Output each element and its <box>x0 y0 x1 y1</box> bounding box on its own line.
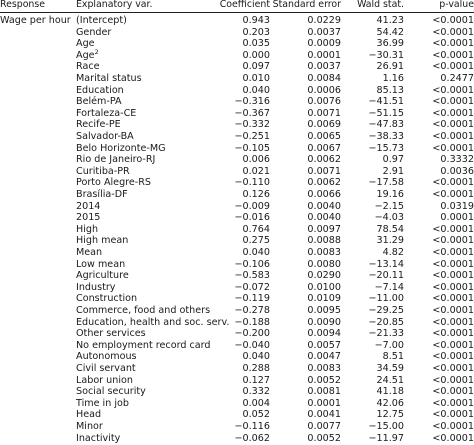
wald-stat-cell: 19.16 <box>376 189 404 200</box>
explanatory-var-text: Head <box>76 409 102 421</box>
p-value-cell: 0.3332 <box>440 154 474 166</box>
table-row <box>0 432 474 445</box>
standard-error-cell: 0.0229 <box>307 15 341 26</box>
wald-stat-cell: 8.51 <box>382 351 404 363</box>
table-header <box>0 0 474 11</box>
standard-error-cell: 0.0052 <box>307 374 341 386</box>
explanatory-var-text: Gender <box>76 26 112 38</box>
standard-error-cell: 0.0100 <box>307 281 341 293</box>
coefficient-cell: 0.040 <box>242 84 270 96</box>
coefficient-cell: −0.332 <box>234 119 270 131</box>
wald-stat-cell: 2.91 <box>382 165 404 177</box>
coefficient-cell: −0.116 <box>234 421 270 432</box>
wald-stat-cell: 0.97 <box>382 154 404 166</box>
explanatory-var-text: Other services <box>76 328 146 340</box>
wald-stat-cell: −21.33 <box>368 328 404 340</box>
coefficient-cell: 0.010 <box>242 73 270 84</box>
explanatory-var-text: Low mean <box>76 258 126 270</box>
coefficient-cell: −0.200 <box>234 328 270 340</box>
coefficient-cell: −0.062 <box>234 432 270 444</box>
standard-error-cell: 0.0037 <box>307 61 341 73</box>
explanatory-var-text: Construction <box>76 293 138 305</box>
standard-error-cell: 0.0040 <box>307 200 341 212</box>
coefficient-cell: 0.006 <box>242 154 270 166</box>
standard-error-cell: 0.0071 <box>307 165 341 177</box>
explanatory-var-cell <box>76 432 120 445</box>
p-value-cell: <0.0001 <box>432 258 474 270</box>
coefficient-cell: 0.203 <box>242 26 270 38</box>
standard-error-cell: 0.0052 <box>307 432 341 444</box>
p-value-cell: <0.0001 <box>432 270 474 282</box>
standard-error-cell: 0.0062 <box>307 154 341 166</box>
standard-error-cell: 0.0084 <box>307 73 341 84</box>
wald-stat-cell: 36.99 <box>376 38 404 50</box>
coefficient-cell: −0.040 <box>234 339 270 351</box>
explanatory-var-text: Porto Alegre-RS <box>76 177 152 189</box>
p-value-cell: <0.0001 <box>432 119 474 131</box>
standard-error-cell: 0.0290 <box>307 270 341 282</box>
wald-stat-cell: −7.14 <box>374 281 404 293</box>
wald-stat-cell: −17.58 <box>368 177 404 189</box>
explanatory-var-text: Rio de Janeiro-RJ <box>76 154 156 166</box>
standard-error-cell: 0.0081 <box>307 386 341 398</box>
standard-error-cell: 0.0109 <box>307 293 341 305</box>
standard-error-cell: 0.0001 <box>307 397 341 409</box>
coefficient-cell: −0.072 <box>234 281 270 293</box>
p-value-cell: <0.0001 <box>432 339 474 351</box>
p-value-cell: <0.0001 <box>432 131 474 142</box>
coefficient-cell: −0.278 <box>234 305 270 316</box>
standard-error-cell: 0.0083 <box>307 363 341 374</box>
wald-stat-cell: −2.15 <box>374 200 404 212</box>
coefficient-cell: 0.035 <box>242 38 270 50</box>
p-value-cell: <0.0001 <box>432 305 474 316</box>
p-value-cell: <0.0001 <box>432 363 474 374</box>
standard-error-cell: 0.0083 <box>307 247 341 258</box>
wald-stat-cell: −7.00 <box>374 339 404 351</box>
explanatory-var-text: Belo Horizonte-MG <box>76 142 166 154</box>
p-value-cell: <0.0001 <box>432 293 474 305</box>
p-value-cell: <0.0001 <box>432 432 474 444</box>
p-value-cell: <0.0001 <box>432 386 474 398</box>
header-p-value: p-value <box>439 0 474 10</box>
wald-stat-cell: 31.29 <box>376 235 404 247</box>
coefficient-cell: −0.251 <box>234 131 270 142</box>
coefficient-cell: 0.000 <box>242 49 270 61</box>
coefficient-cell: −0.367 <box>234 107 270 119</box>
p-value-cell: <0.0001 <box>432 142 474 154</box>
wald-stat-cell: −51.15 <box>368 107 404 119</box>
p-value-cell: 0.0001 <box>440 212 474 224</box>
coefficient-cell: 0.943 <box>242 15 270 26</box>
standard-error-cell: 0.0076 <box>307 96 341 108</box>
p-value-cell: <0.0001 <box>432 247 474 258</box>
p-value-cell: <0.0001 <box>432 316 474 328</box>
coefficient-cell: 0.052 <box>242 409 270 421</box>
standard-error-cell: 0.0077 <box>307 421 341 432</box>
p-value-cell: <0.0001 <box>432 38 474 50</box>
standard-error-cell: 0.0040 <box>307 212 341 224</box>
explanatory-var-text: Fortaleza-CE <box>76 107 137 119</box>
standard-error-cell: 0.0057 <box>307 339 341 351</box>
p-value-cell: 0.0036 <box>440 165 474 177</box>
wald-stat-cell: −13.14 <box>368 258 404 270</box>
wald-stat-cell: 41.23 <box>376 15 404 26</box>
standard-error-cell: 0.0094 <box>307 328 341 340</box>
explanatory-var-text: Recife-PE <box>76 119 121 131</box>
explanatory-var-text: Agriculture <box>76 270 129 282</box>
wald-stat-cell: −41.51 <box>368 96 404 108</box>
explanatory-var-text: Autonomous <box>76 351 137 363</box>
wald-stat-cell: −15.00 <box>368 421 404 432</box>
explanatory-var-text: High <box>76 223 99 235</box>
header-coefficient: Coefficient <box>219 0 270 10</box>
wald-stat-cell: −47.83 <box>368 119 404 131</box>
explanatory-var-text: Civil servant <box>76 363 136 374</box>
wald-stat-cell: −20.85 <box>368 316 404 328</box>
p-value-cell: <0.0001 <box>432 15 474 26</box>
p-value-cell: <0.0001 <box>432 49 474 61</box>
explanatory-var-text: Salvador-BA <box>76 131 134 142</box>
p-value-cell: <0.0001 <box>432 328 474 340</box>
coefficient-cell: 0.275 <box>242 235 270 247</box>
p-value-cell: <0.0001 <box>432 397 474 409</box>
coefficient-cell: 0.021 <box>242 165 270 177</box>
wald-stat-cell: 26.91 <box>376 61 404 73</box>
explanatory-var-text: Age <box>76 38 95 50</box>
wald-stat-cell: −11.97 <box>368 432 404 444</box>
p-value-cell: <0.0001 <box>432 189 474 200</box>
wald-stat-cell: 42.06 <box>376 397 404 409</box>
p-value-cell: 0.0319 <box>440 200 474 212</box>
standard-error-cell: 0.0097 <box>307 223 341 235</box>
wald-stat-cell: −30.31 <box>368 49 404 61</box>
explanatory-var-text: Commerce, food and others <box>76 305 211 316</box>
standard-error-cell: 0.0090 <box>307 316 341 328</box>
wald-stat-cell: 34.59 <box>376 363 404 374</box>
explanatory-var-text: Curitiba-PR <box>76 165 130 177</box>
header-rule <box>0 12 474 13</box>
wald-stat-cell: 54.42 <box>376 26 404 38</box>
wald-stat-cell: −4.03 <box>374 212 404 224</box>
wald-stat-cell: −11.00 <box>368 293 404 305</box>
explanatory-var-text: Education <box>76 84 124 96</box>
standard-error-cell: 0.0009 <box>307 38 341 50</box>
coefficient-cell: 0.288 <box>242 363 270 374</box>
coefficient-cell: −0.119 <box>234 293 270 305</box>
wald-stat-cell: −29.25 <box>368 305 404 316</box>
standard-error-cell: 0.0037 <box>307 26 341 38</box>
explanatory-var-text: No employment record card <box>76 339 211 351</box>
standard-error-cell: 0.0069 <box>307 119 341 131</box>
p-value-cell: <0.0001 <box>432 409 474 421</box>
explanatory-var-text: Social security <box>76 386 146 398</box>
superscript: 2 <box>94 47 99 56</box>
explanatory-var-text: (Intercept) <box>76 15 127 26</box>
p-value-cell: <0.0001 <box>432 374 474 386</box>
coefficient-cell: −0.016 <box>234 212 270 224</box>
explanatory-var-text: Race <box>76 61 100 73</box>
wald-stat-cell: 24.51 <box>376 374 404 386</box>
wald-stat-cell: 85.13 <box>376 84 404 96</box>
p-value-cell: <0.0001 <box>432 223 474 235</box>
explanatory-var-text: Labor union <box>76 374 133 386</box>
wald-stat-cell: −20.11 <box>368 270 404 282</box>
header-standard-error: Standard error <box>272 0 341 10</box>
p-value-cell: <0.0001 <box>432 84 474 96</box>
standard-error-cell: 0.0062 <box>307 177 341 189</box>
coefficient-cell: 0.126 <box>242 189 270 200</box>
p-value-cell: <0.0001 <box>432 421 474 432</box>
explanatory-var-text: Time in job <box>76 397 129 409</box>
explanatory-var-text: 2015 <box>76 212 101 224</box>
explanatory-var-text: High mean <box>76 235 129 247</box>
wald-stat-cell: 41.18 <box>376 386 404 398</box>
coefficient-cell: −0.583 <box>234 270 270 282</box>
coefficient-cell: 0.127 <box>242 374 270 386</box>
p-value-cell: <0.0001 <box>432 96 474 108</box>
explanatory-var-text: Education, health and soc. serv. <box>76 316 230 328</box>
p-value-cell: <0.0001 <box>432 177 474 189</box>
standard-error-cell: 0.0071 <box>307 107 341 119</box>
coefficient-cell: −0.316 <box>234 96 270 108</box>
wald-stat-cell: −15.73 <box>368 142 404 154</box>
standard-error-cell: 0.0006 <box>307 84 341 96</box>
coefficient-cell: 0.040 <box>242 247 270 258</box>
standard-error-cell: 0.0001 <box>307 49 341 61</box>
wald-stat-cell: −38.33 <box>368 131 404 142</box>
coefficient-cell: 0.097 <box>242 61 270 73</box>
explanatory-var-text: Inactivity <box>76 432 121 444</box>
header-wald-stat: Wald stat. <box>357 0 404 10</box>
explanatory-var-text: 2014 <box>76 200 101 212</box>
p-value-cell: 0.2477 <box>440 73 474 84</box>
p-value-cell: <0.0001 <box>432 107 474 119</box>
standard-error-cell: 0.0095 <box>307 305 341 316</box>
coefficient-cell: −0.110 <box>234 177 270 189</box>
standard-error-cell: 0.0067 <box>307 142 341 154</box>
explanatory-var-text: Age <box>76 49 95 61</box>
coefficient-cell: −0.105 <box>234 142 270 154</box>
standard-error-cell: 0.0066 <box>307 189 341 200</box>
header-response: Response <box>0 0 46 10</box>
p-value-cell: <0.0001 <box>432 61 474 73</box>
p-value-cell: <0.0001 <box>432 351 474 363</box>
standard-error-cell: 0.0065 <box>307 131 341 142</box>
coefficient-cell: −0.009 <box>234 200 270 212</box>
coefficient-cell: −0.188 <box>234 316 270 328</box>
explanatory-var-text: Belém-PA <box>76 96 122 108</box>
header-explanatory-var: Explanatory var. <box>76 0 153 10</box>
standard-error-cell: 0.0080 <box>307 258 341 270</box>
p-value-cell: <0.0001 <box>432 281 474 293</box>
standard-error-cell: 0.0088 <box>307 235 341 247</box>
coefficient-cell: 0.764 <box>242 223 270 235</box>
coefficient-cell: −0.106 <box>234 258 270 270</box>
standard-error-cell: 0.0047 <box>307 351 341 363</box>
coefficient-cell: 0.004 <box>242 397 270 409</box>
coefficient-cell: 0.040 <box>242 351 270 363</box>
coefficient-cell: 0.332 <box>242 386 270 398</box>
p-value-cell: <0.0001 <box>432 26 474 38</box>
wald-stat-cell: 4.82 <box>382 247 404 258</box>
p-value-cell: <0.0001 <box>432 235 474 247</box>
explanatory-var-text: Minor <box>76 421 103 432</box>
explanatory-var-text: Mean <box>76 247 103 258</box>
response-label: Wage per hour <box>0 15 71 26</box>
explanatory-var-text: Brasília-DF <box>76 189 128 200</box>
wald-stat-cell: 78.54 <box>376 223 404 235</box>
explanatory-var-text: Industry <box>76 281 116 293</box>
standard-error-cell: 0.0041 <box>307 409 341 421</box>
wald-stat-cell: 12.75 <box>376 409 404 421</box>
explanatory-var-text: Marital status <box>76 73 142 84</box>
wald-stat-cell: 1.16 <box>382 73 404 84</box>
